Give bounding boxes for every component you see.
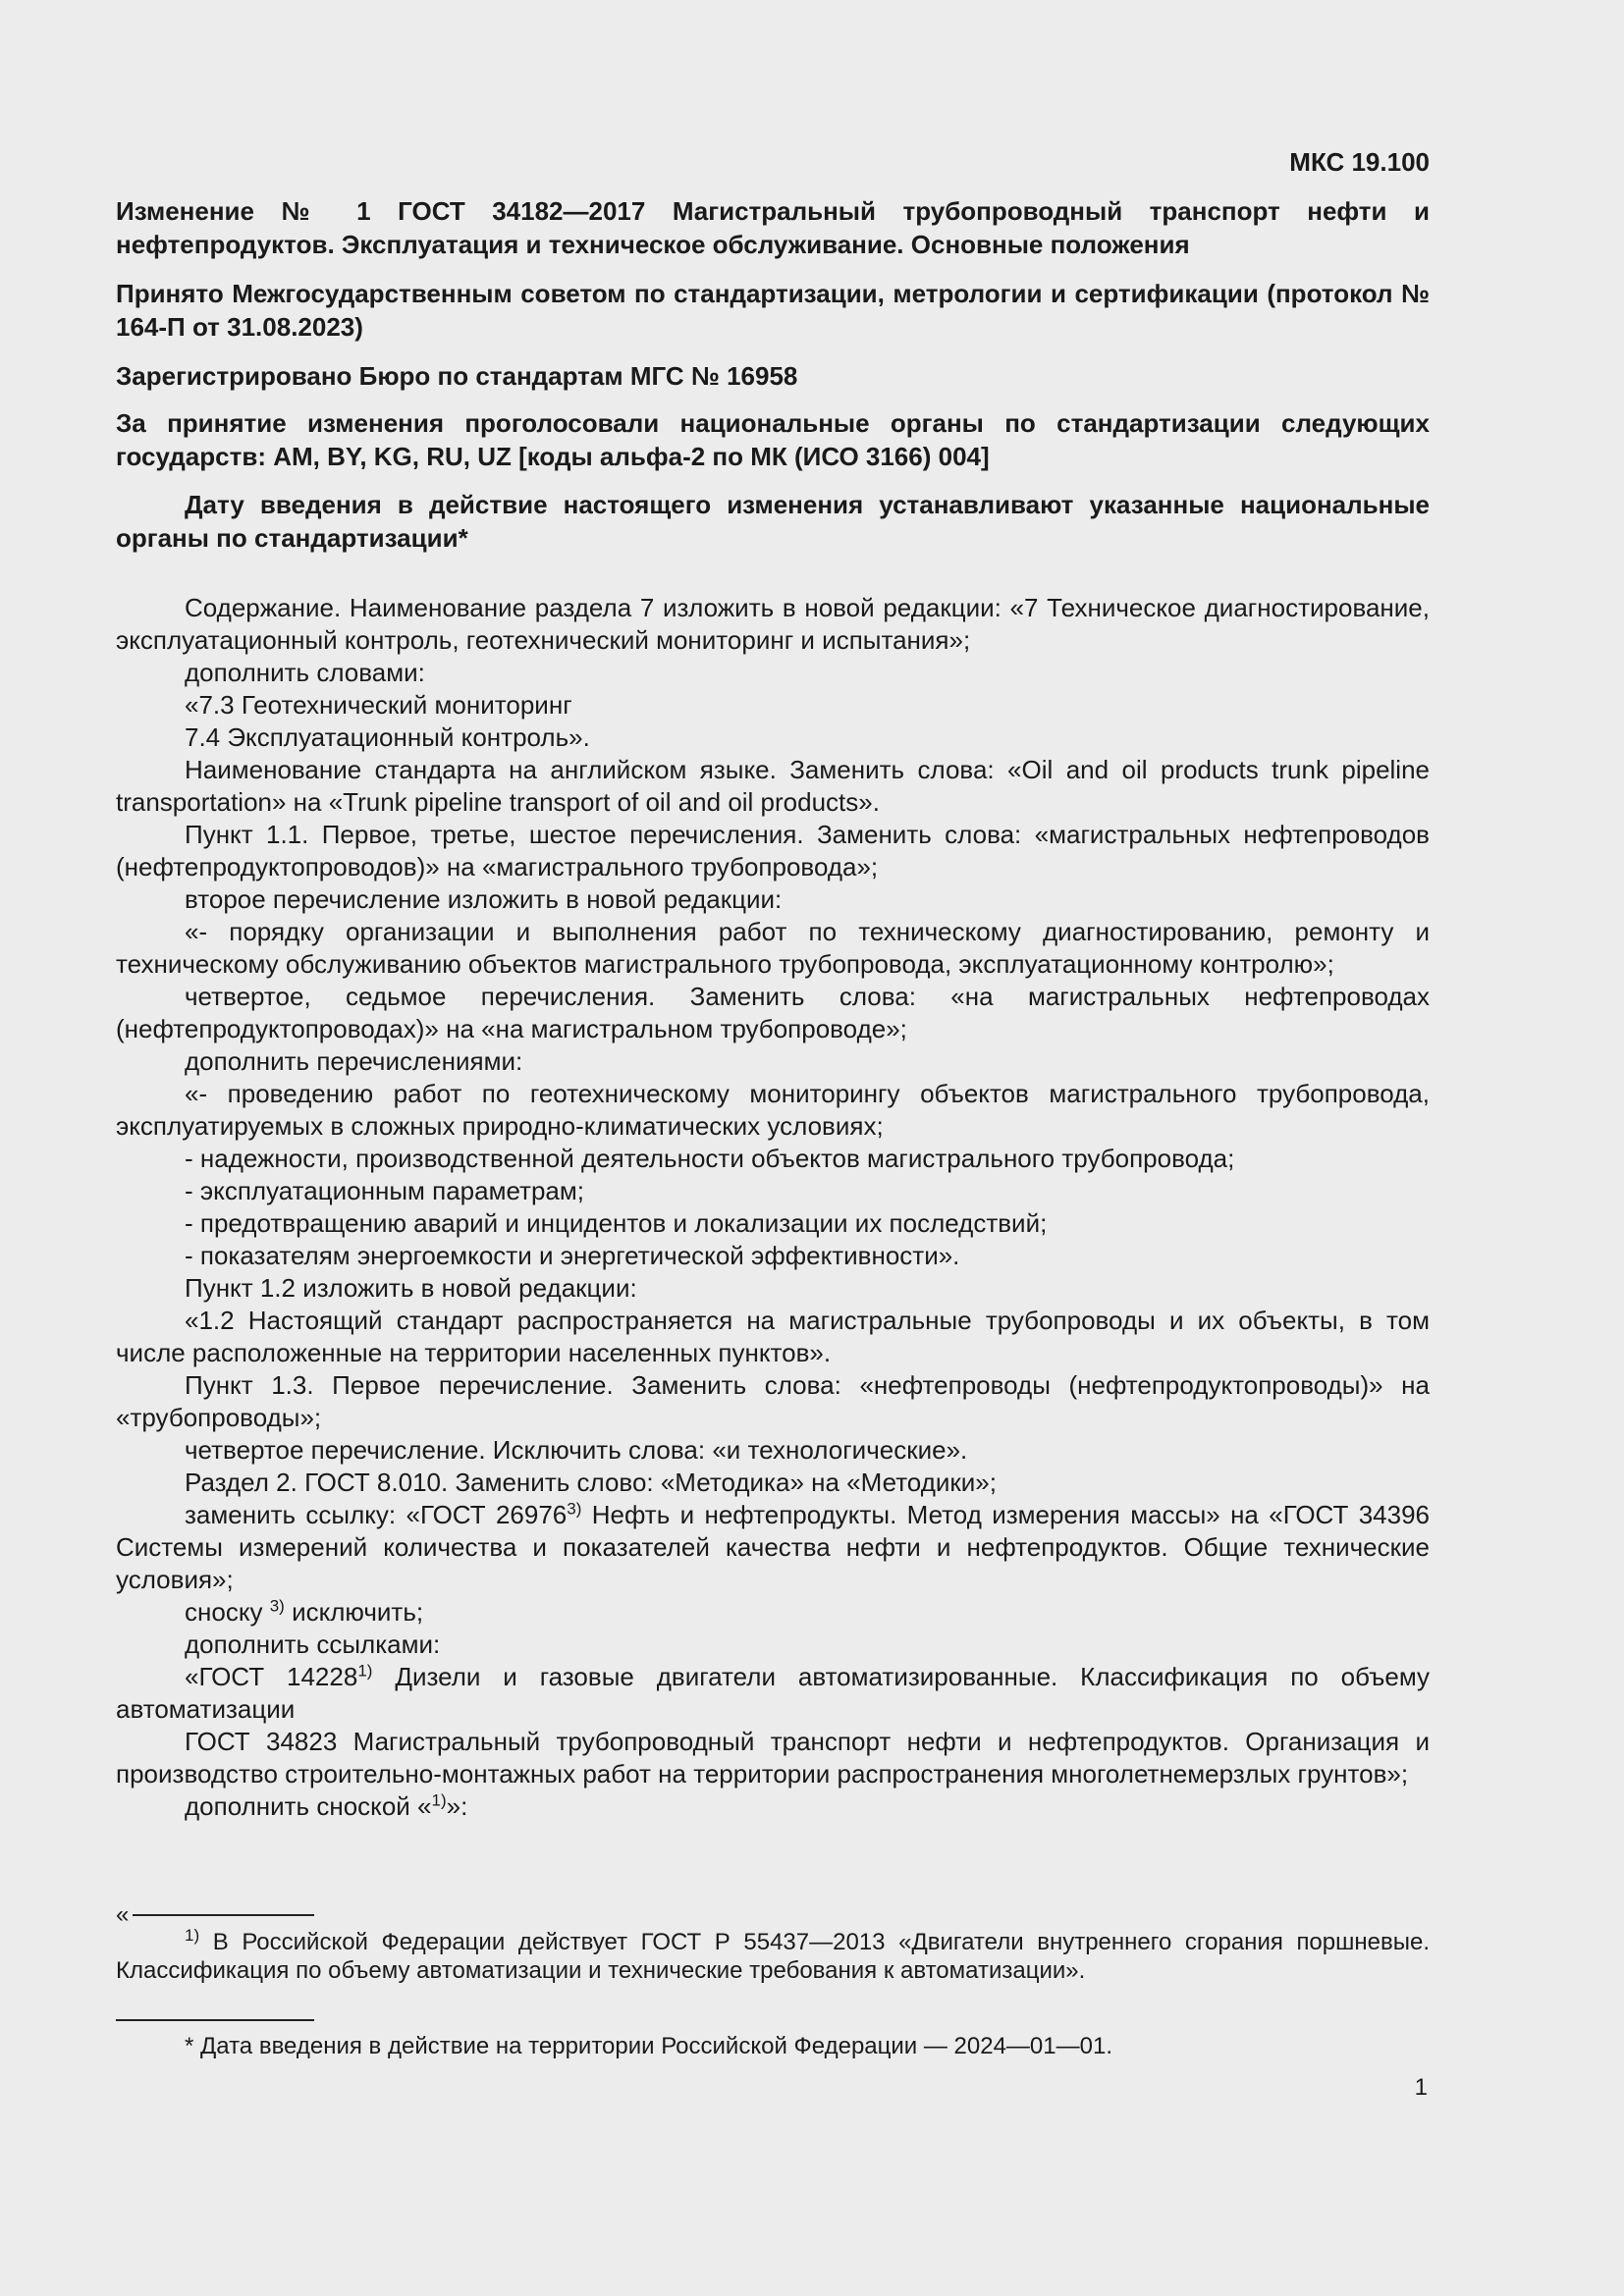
amendment-title: Изменение № 1 ГОСТ 34182—2017 Магистральный трубопроводный транспорт нефти и нефтепродуктов. Эксплуатация и техническое обслуживание. Основные положения (116, 196, 1430, 259)
paragraph: Пункт 1.2 изложить в новой редакции: (185, 1273, 637, 1303)
text-run: дополнить сноской « (185, 1791, 432, 1821)
amendment-body (116, 592, 1430, 1823)
footnote-divider (116, 2019, 314, 2021)
paragraph: Пункт 1.1. Первое, третье, шестое перечисления. Заменить слова: «магистральных нефтепроводов (нефтепродуктопроводов)» на «магистрального трубопровода»; (116, 820, 1430, 881)
footnote-ref: 1) (431, 1790, 447, 1810)
paragraph: дополнить словами: (185, 658, 425, 687)
page-number: 1 (1414, 2074, 1428, 2101)
mks-code: МКС 19.100 (1289, 147, 1430, 177)
text-run: Нефть и нефтепродукты. Метод измерения массы» на «ГОСТ 34396 Системы измерений количества и показателей качества нефти и нефтепродуктов. Общие технические условия»; (116, 1500, 1430, 1594)
footnote-1-text: В Российской Федерации действует ГОСТ Р 55437—2013 «Двигатели внутреннего сгорания поршневые. Классификация по объему автоматизации и технические требования к автоматизации». (116, 1929, 1430, 1984)
paragraph: - показателям энергоемкости и энергетической эффективности». (185, 1241, 960, 1270)
footnote-1 (116, 1928, 1430, 1985)
paragraph: «- проведению работ по геотехническому мониторингу объектов магистрального трубопровода, эксплуатируемых в сложных природно-климатических условиях; (116, 1079, 1430, 1141)
paragraph: дополнить ссылками: (185, 1629, 441, 1659)
paragraph (116, 1661, 1430, 1726)
paragraph (116, 1596, 1430, 1629)
footnote-open-quote: « (116, 1901, 133, 1929)
effective-date-statement (116, 488, 1430, 555)
footnote-ref: 1) (357, 1661, 373, 1681)
footnote-divider (116, 1914, 314, 1916)
paragraph: Пункт 1.3. Первое перечисление. Заменить слова: «нефтепроводы (нефтепродуктопроводы)» на «трубопроводы»; (116, 1370, 1430, 1432)
paragraph: дополнить перечислениями: (185, 1046, 523, 1076)
paragraph: второе перечисление изложить в новой редакции: (185, 884, 783, 914)
footnote-ref: 3) (269, 1596, 285, 1616)
paragraph: «1.2 Настоящий стандарт распространяется на магистральные трубопроводы и их объекты, в том числе расположенные на территории населенных пунктов». (116, 1306, 1430, 1367)
paragraph: «7.3 Геотехнический мониторинг (185, 690, 572, 720)
paragraph: Содержание. Наименование раздела 7 изложить в новой редакции: «7 Техническое диагностирование, эксплуатационный контроль, геотехнический мониторинг и испытания»; (116, 593, 1430, 655)
text-run: заменить ссылку: «ГОСТ 26976 (185, 1500, 568, 1529)
paragraph: - предотвращению аварий и инцидентов и локализации их последствий; (185, 1208, 1048, 1238)
paragraph: четвертое, седьмое перечисления. Заменить слова: «на магистральных нефтепроводах (нефтепродуктопроводах)» на «на магистральном трубопроводе»; (116, 982, 1430, 1043)
text-run: »: (446, 1791, 468, 1821)
paragraph: четвертое перечисление. Исключить слова: «и технологические». (185, 1435, 968, 1465)
text-run: сноску (185, 1597, 270, 1627)
effective-date-text: Дату введения в действие настоящего изменения устанавливают указанные национальные органы по стандартизации* (116, 490, 1430, 553)
paragraph: - надежности, производственной деятельности объектов магистрального трубопровода; (185, 1144, 1235, 1173)
paragraph: Раздел 2. ГОСТ 8.010. Заменить слово: «Методика» на «Методики»; (185, 1468, 997, 1497)
paragraph: - эксплуатационным параметрам; (185, 1176, 584, 1205)
registered-statement: Зарегистрировано Бюро по стандартам МГС № 16958 (116, 361, 798, 391)
paragraph: Наименование стандарта на английском языке. Заменить слова: «Oil and oil products trunk pipeline transportation» на «Trunk pipeline transport of oil and oil products». (116, 755, 1430, 817)
paragraph: «- порядку организации и выполнения работ по техническому диагностированию, ремонту и техническому обслуживанию объектов магистрального трубопровода, эксплуатационному контролю»; (116, 917, 1430, 979)
adopted-statement: Принято Межгосударственным советом по стандартизации, метрологии и сертификации (протокол № 164-П от 31.08.2023) (116, 279, 1430, 342)
paragraph: ГОСТ 34823 Магистральный трубопроводный транспорт нефти и нефтепродуктов. Организация и производство строительно-монтажных работ на территории распространения многолетнемерзлых грунтов»; (116, 1727, 1430, 1789)
text-run: «ГОСТ 14228 (185, 1662, 358, 1691)
voted-statement: За принятие изменения проголосовали национальные органы по стандартизации следующих государств: AM, BY, KG, RU, UZ [коды альфа-2 по МК (ИСО 3166) 004] (116, 408, 1430, 471)
text-run: исключить; (284, 1597, 424, 1627)
footnote-ref: 3) (567, 1499, 582, 1519)
paragraph: 7.4 Эксплуатационный контроль». (185, 722, 590, 752)
footnote-asterisk: * Дата введения в действие на территории Российской Федерации — 2024—01—01. (185, 2033, 1112, 2059)
text-run: Дизели и газовые двигатели автоматизированные. Классификация по объему автоматизации (116, 1662, 1431, 1724)
paragraph (116, 1790, 1430, 1823)
footnote-marker: 1) (185, 1926, 200, 1945)
paragraph (116, 1499, 1430, 1596)
